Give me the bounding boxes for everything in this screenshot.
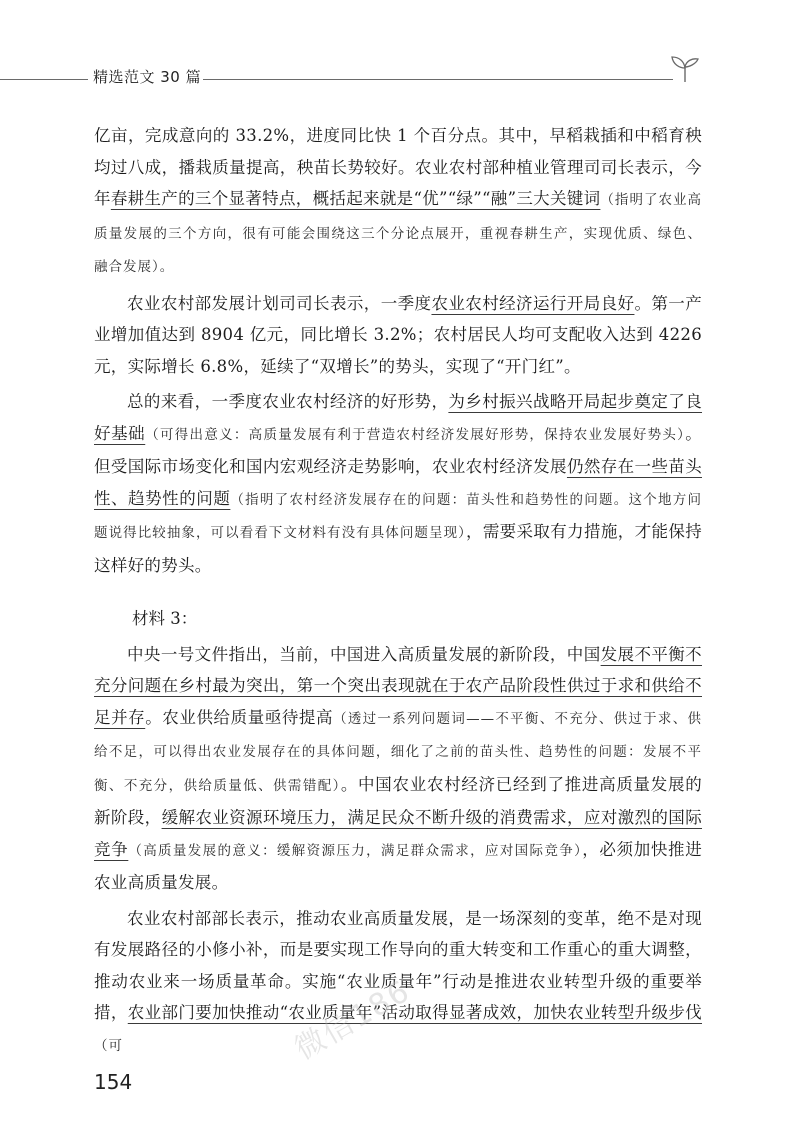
annotation-note: （高质量发展的意义：缓解资源压力，满足群众需求，应对国际竞争） [128, 842, 583, 859]
sprout-icon [668, 54, 702, 84]
underlined-text: 为乡村振兴战略开局起步奠定了良好基础 [94, 392, 703, 443]
annotation-note: （可 [94, 1037, 123, 1054]
page-number: 154 [94, 1070, 133, 1094]
annotation-note: （指明了农村经济发展存在的问题：苗头性和趋势性的问题。这个地方问题说得比较抽象，可以看看下文材料有没有具体问题呈现） [94, 491, 702, 541]
page-body [94, 120, 702, 1062]
text: 亿亩，完成意向的 33.2%，进度同比快 1 个百分点。其中，早稻栽插和中稻育秧均过八成，播栽质量提高，秧苗长势较好。农业农村部种植业管理司司长表示，今年 [94, 126, 702, 208]
text: 。但受国际市场变化和国内宏观经济走势影响，农业农村经济发展 [94, 423, 702, 476]
material-label: 材料 3： [132, 609, 198, 628]
annotation-note: （透过一系列问题词——不平衡、不充分、供过于求、供给不足，可以得出农业发展存在的具体问题，细化了之前的苗头性、趋势性的问题：发展不平衡、不充分，供给质量低、供需错配） [94, 710, 702, 794]
underlined-text: 春耕生产的三个显著特点，概括起来就是“优”“绿”“融”三大关键词 [110, 189, 601, 208]
watermark: 微信186 [289, 973, 417, 1068]
text: 。中国农业农村经济已经到了推进高质量发展的新阶段， [94, 774, 702, 827]
underlined-text: 农业部门要加快推动“农业质量年”活动取得显著成效，加快农业转型升级步伐 [127, 1003, 702, 1022]
annotation-note: （可得出意义：高质量发展有利于营造农村经济发展好形势，保持农业发展好势头） [145, 426, 686, 443]
annotation-note: （指明了农业高质量发展的三个方向，很有可能会围绕这三个分论点展开，重视春耕生产，实现优质、绿色、融合发展）。 [94, 192, 702, 275]
underlined-text: 缓解农业资源环境压力，满足民众不断升级的消费需求，应对激烈的国际竞争 [94, 808, 703, 859]
paragraph-3 [94, 386, 702, 581]
text: 农业农村部部长表示，推动农业高质量发展，是一场深刻的变革，绝不是对现有发展路径的小修小补，而是要实现工作导向的重大转变和工作重心的重大调整，推动农业来一场质量革命。实施“农业质量年”行动是推进农业转型升级的重要举措， [94, 908, 702, 1022]
underlined-text: 仍然存在一些苗头性、趋势性的问题 [94, 457, 702, 508]
paragraph-2 [94, 288, 702, 383]
text: 。第一产业增加值达到 8904 亿元，同比增长 3.2%；农村居民人均可支配收入达到 4226 元，实际增长 6.8%，延续了“双增长”的势头，实现了“开门红”。 [94, 293, 702, 376]
underlined-text: 发展不平衡不充分问题在乡村最为突出，第一个突出表现就在于农产品阶段性供过于求和供给不足并存 [94, 644, 702, 727]
text: ，必须加快推进农业高质量发展。 [94, 839, 702, 892]
text: 中央一号文件指出，当前，中国进入高质量发展的新阶段，中国 [127, 644, 601, 664]
text: ，需要采取有力措施，才能保持这样好的势头。 [94, 522, 703, 575]
text: 农业农村部发展计划司司长表示，一季度 [127, 293, 432, 313]
header-rule-right [203, 79, 673, 80]
header-title: 精选范文 30 篇 [93, 68, 202, 86]
text: 总的来看，一季度农业农村经济的好形势， [127, 392, 449, 411]
paragraph-1 [94, 120, 702, 284]
underlined-text: 农业农村经济运行开局良好 [431, 293, 635, 313]
paragraph-4 [94, 639, 702, 899]
text: 。农业供给质量亟待提高 [145, 707, 334, 727]
running-header [0, 62, 800, 92]
header-rule-left [0, 79, 88, 80]
